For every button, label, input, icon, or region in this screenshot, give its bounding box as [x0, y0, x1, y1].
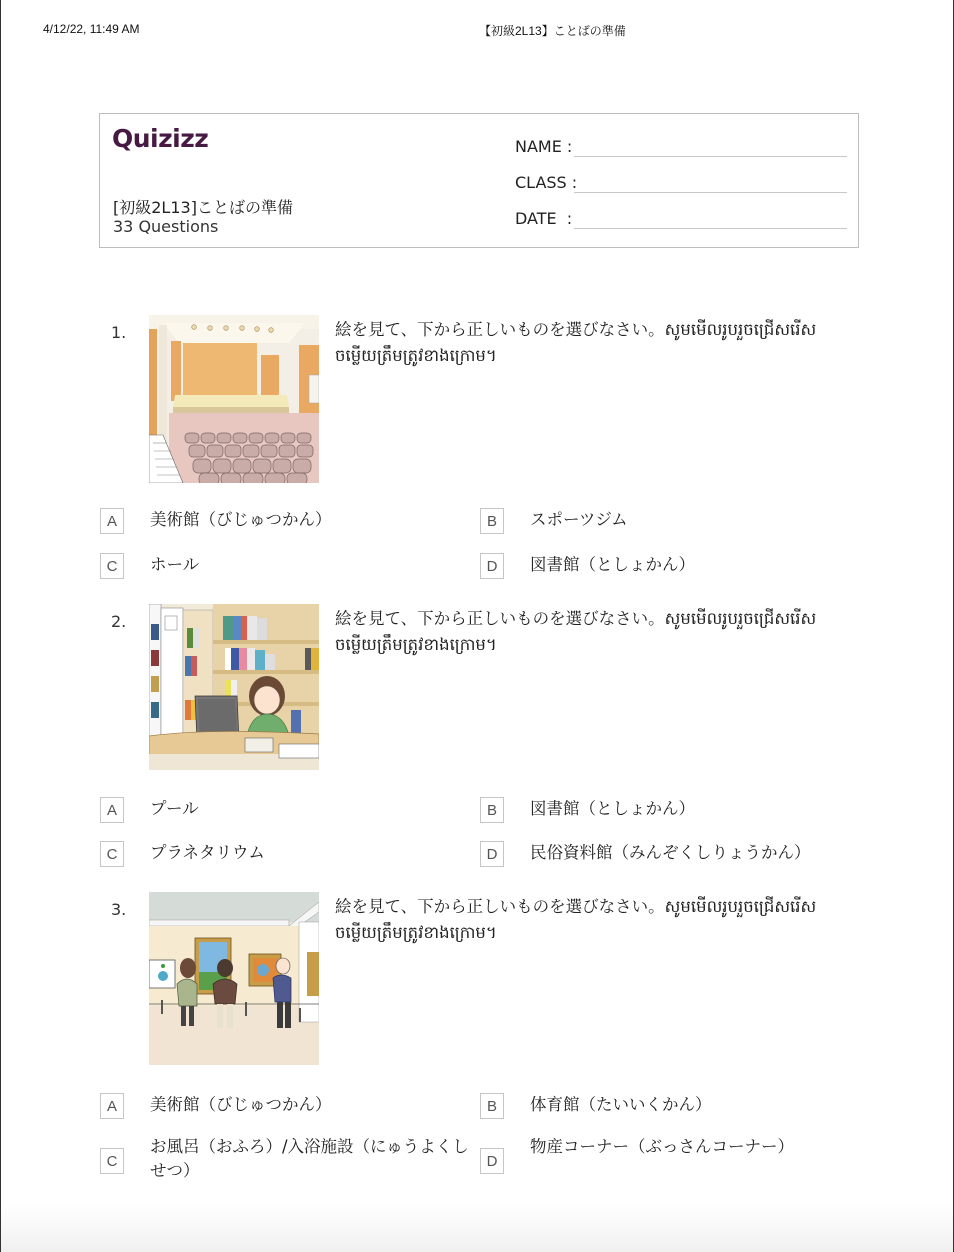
question-text: 絵を見て、下から正しいものを選びなさい。សូមមើលរូបរួចជ្រើសរើសចម្លើយត្រឹមត្រូវខាងក្រោម។ — [335, 320, 817, 365]
art-museum-image — [149, 892, 319, 1065]
class-field — [515, 170, 847, 206]
date-line[interactable] — [574, 228, 847, 229]
name-line[interactable] — [574, 156, 847, 157]
name-label: NAME : — [515, 137, 573, 156]
option-text: 美術館（びじゅつかん） — [150, 1095, 332, 1114]
print-header — [1, 22, 954, 38]
option-letter: B — [480, 797, 504, 823]
print-datetime: 4/12/22, 11:49 AM — [43, 22, 140, 36]
option-text: お風呂（おふろ）/入浴施設（にゅうよくしせつ） — [150, 1137, 469, 1180]
option-letter: A — [100, 1093, 124, 1119]
option-text: ホール — [150, 555, 200, 574]
option-text: プラネタリウム — [150, 843, 265, 862]
option-letter: D — [480, 1148, 504, 1174]
class-line[interactable] — [574, 192, 847, 193]
option-text: 物産コーナー（ぶっさんコーナー） — [530, 1137, 794, 1156]
option-text: 民俗資料館（みんぞくしりょうかん） — [530, 843, 811, 862]
question-count: 33 Questions — [113, 217, 219, 236]
option-letter: C — [100, 553, 124, 579]
name-field — [515, 134, 847, 170]
date-label: DATE : — [515, 209, 573, 228]
student-info-fields — [515, 134, 847, 242]
question-text: 絵を見て、下から正しいものを選びなさい。សូមមើលរូបរួចជ្រើសរើសចម្លើយត្រឹមត្រូវខាងក្រោម។ — [335, 897, 817, 942]
print-title: 【初級2L13】ことばの準備 — [479, 24, 626, 38]
concert-hall-image — [149, 315, 319, 483]
quiz-title: [初級2L13]ことばの準備 — [113, 198, 293, 217]
option-text: 美術館（びじゅつかん） — [150, 510, 332, 529]
worksheet-header-card — [99, 113, 859, 248]
option-text: 図書館（としょかん） — [530, 799, 695, 818]
date-field — [515, 206, 847, 242]
question-number: 3. — [111, 900, 127, 919]
option-letter: D — [480, 841, 504, 867]
question-number: 2. — [111, 612, 127, 631]
option-letter: B — [480, 1093, 504, 1119]
option-letter: A — [100, 797, 124, 823]
option-letter: D — [480, 553, 504, 579]
option-text: 図書館（としょかん） — [530, 555, 695, 574]
option-text: スポーツジム — [530, 510, 628, 529]
question-number: 1. — [111, 323, 127, 342]
library-counter-image — [149, 604, 319, 770]
question-text: 絵を見て、下から正しいものを選びなさい。សូមមើលរូបរួចជ្រើសរើសចម្លើយត្រឹមត្រូវខាងក្រោម។ — [335, 609, 817, 654]
quizizz-logo: Quizizz — [112, 124, 209, 153]
option-letter: C — [100, 841, 124, 867]
option-letter: C — [100, 1148, 124, 1174]
class-label: CLASS : — [515, 173, 578, 192]
option-letter: A — [100, 508, 124, 534]
option-text: プール — [150, 799, 199, 818]
option-letter: B — [480, 508, 504, 534]
option-text: 体育館（たいいくかん） — [530, 1095, 712, 1114]
